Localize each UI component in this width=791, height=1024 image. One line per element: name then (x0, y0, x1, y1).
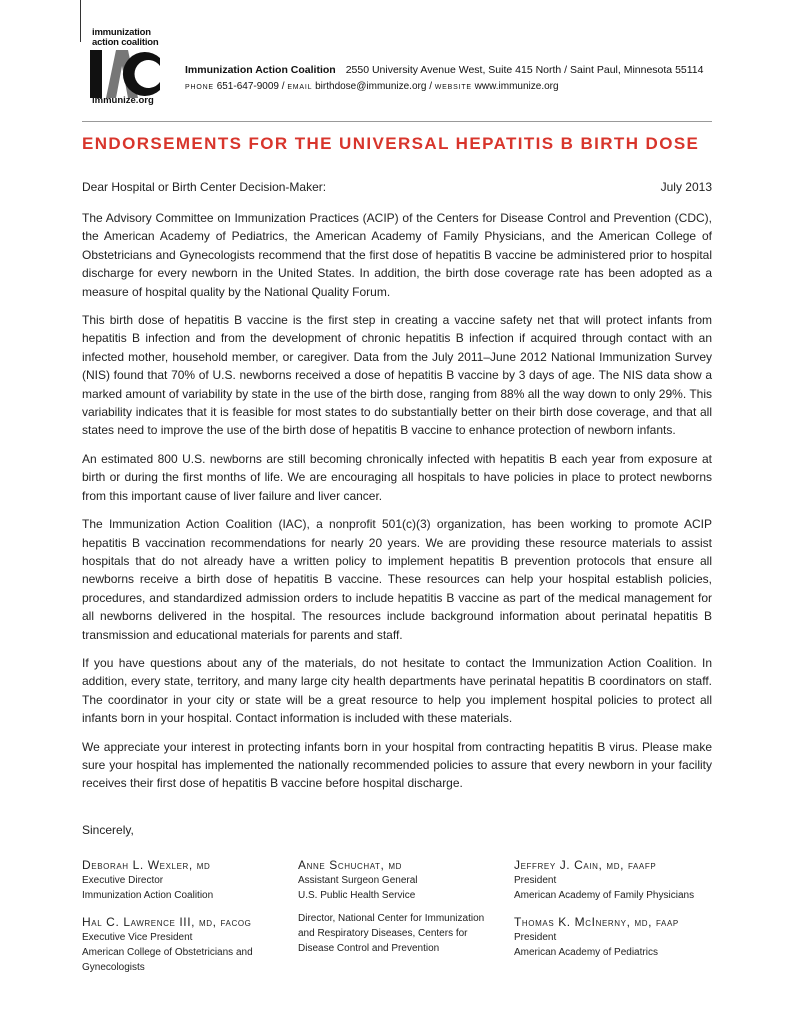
paragraph: We appreciate your interest in protecting infants born in your hospital from contracting hepatitis B virus. Please make sure your hospital has implemented the nationally recommended policies to assure that every newborn in your facility receives their first dose of hepatitis B vaccine before hospital discharge. (82, 739, 712, 791)
org-address: 2550 University Avenue West, Suite 415 North / Saint Paul, Minnesota 55114 (345, 64, 704, 76)
signatory-org: American College of Obstetricians and (82, 947, 253, 958)
signatory-title: Assistant Surgeon General (298, 875, 418, 886)
signatory-name: Jeffrey J. Cain, md, faafp (514, 858, 657, 872)
closing: Sincerely, (82, 823, 134, 837)
signatory-org: American Academy of Family Physicians (514, 890, 695, 901)
signature-wexler (82, 858, 213, 903)
signatory-title: President (514, 932, 557, 943)
signatory-org: and Respiratory Diseases, Centers for (298, 928, 468, 939)
signatory-title: Executive Vice President (82, 932, 193, 943)
website-label: website (434, 81, 472, 92)
signatory-org: U.S. Public Health Service (298, 890, 416, 901)
logo-text-immunization: immunization (92, 27, 151, 38)
website-url[interactable]: www.immunize.org (474, 81, 559, 92)
signature-schuchat (298, 858, 484, 956)
iac-logo-mark (90, 50, 162, 98)
email-label: email (287, 81, 313, 92)
logo-rule (80, 0, 81, 42)
signature-mcinerny (514, 915, 679, 960)
phone-number: 651-647-9009 / (216, 81, 285, 92)
signatory-name: Deborah L. Wexler, md (82, 858, 211, 872)
iac-logo (72, 0, 172, 108)
paragraph: An estimated 800 U.S. newborns are still becoming chronically infected with hepatitis B each year from exposure at birth or during the first months of life. We are encouraging all hospitals to have policies in place to protect newborns from this important cause of liver failure and liver cancer. (82, 451, 712, 503)
salutation: Dear Hospital or Birth Center Decision-Maker: (82, 180, 327, 194)
signatory-org: Immunization Action Coalition (82, 890, 214, 901)
document-title: ENDORSEMENTS FOR THE UNIVERSAL HEPATITIS B BIRTH DOSE (82, 134, 700, 153)
signatory-org: Gynecologists (82, 962, 145, 973)
paragraph: The Immunization Action Coalition (IAC), a nonprofit 501(c)(3) organization, has been working to promote ACIP hepatitis B vaccination recommendations for nearly 20 years. We are providing these resource materials to assist hospitals that do not already have a written policy to implement hepatitis B prevention protocols that ensure all newborns receive a birth dose of hepatitis B vaccine. These resources can help your hospital establish policies, procedures, and standardized admission orders to include hepatitis B vaccine as part of the medical management for all newborns delivered in the hospital. The resources include background information about perinatal hepatitis B transmission and educational materials for parents and staff. (82, 517, 712, 642)
signatory-title: Executive Director (82, 875, 164, 886)
header-divider (82, 121, 712, 122)
paragraph: This birth dose of hepatitis B vaccine is the first step in creating a vaccine safety net that will protect infants from hepatitis B infection and from the development of chronic hepatitis B infection if acquired through contact with an infected mother, household member, or caregiver. Data from the July 2011–June 2012 National Immunization Survey (NIS) found that 70% of U.S. newborns received a dose of hepatitis B vaccine by 3 days of age. The NIS data show a marked amount of variability by state in the use of the birth dose, ranging from 88% all the way down to only 29%. This variability indicates that it is feasible for most states to do substantially better on their birth dose coverage, and that all states need to improve the use of the birth dose of hepatitis B vaccine to enhance protection of newborn infants. (82, 313, 712, 438)
signature-lawrence (82, 915, 253, 975)
signatory-org: Disease Control and Prevention (298, 943, 440, 954)
letter-body (82, 209, 712, 803)
signatory-name: Thomas K. McInerny, md, faap (514, 915, 679, 929)
logo-text-url: immunize.org (92, 95, 154, 106)
header-contact-line (185, 81, 559, 92)
signatory-name: Anne Schuchat, md (298, 858, 403, 872)
signatory-title: President (514, 875, 557, 886)
org-name: Immunization Action Coalition (185, 64, 336, 76)
paragraph: The Advisory Committee on Immunization Practices (ACIP) of the Centers for Disease Control and Prevention (CDC), the American Academy of Pediatrics, the American Academy of Family Physicians, and the American College of Obstetricians and Gynecologists recommend that the first dose of hepatitis B vaccine be administered prior to hospital discharge for every newborn in the United States. In addition, the birth dose coverage rate has been adopted as a measure of hospital quality by the National Quality Forum. (82, 211, 712, 299)
signatory-name: Hal C. Lawrence III, md, facog (82, 915, 252, 929)
phone-label: phone (185, 81, 214, 92)
letter-date: July 2013 (660, 180, 712, 194)
header-address-line (185, 64, 704, 76)
signature-cain (514, 858, 694, 903)
paragraph: If you have questions about any of the materials, do not hesitate to contact the Immunization Action Coalition. In addition, every state, territory, and many large city health departments have perinatal hepatitis B coordinators on staff. The coordinator in your city or state will be a great resource to help you implement hospital policies to protect all infants born in your hospital. Contact information is included with these materials. (82, 655, 712, 726)
signatory-org: American Academy of Pediatrics (514, 947, 658, 958)
signatory-title: Director, National Center for Immunization (298, 913, 485, 924)
email-address[interactable]: birthdose@immunize.org / (315, 81, 432, 92)
logo-text-action-coalition: action coalition (92, 37, 159, 48)
